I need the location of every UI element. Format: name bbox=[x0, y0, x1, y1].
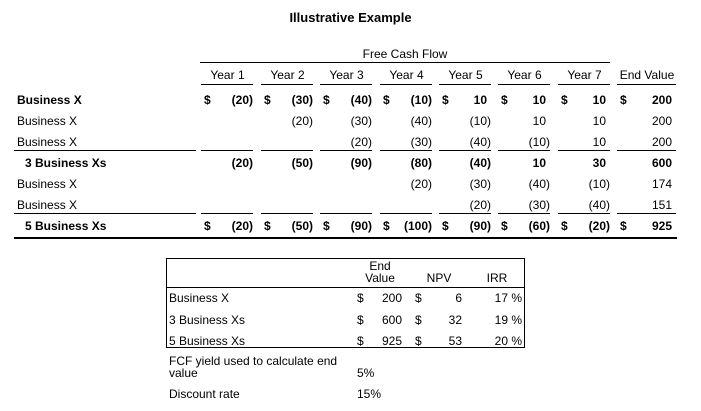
cell-value: 10 bbox=[592, 93, 606, 107]
cell-value: (20) bbox=[291, 114, 313, 128]
cell-value: (40) bbox=[469, 135, 491, 149]
subtotal-rule bbox=[201, 150, 253, 151]
subtotal-rule bbox=[201, 213, 253, 214]
cell-value: (40) bbox=[350, 93, 372, 107]
cell-value: 174 bbox=[651, 177, 672, 191]
summary-npv: 32 bbox=[448, 313, 462, 327]
dollar-sign: $ bbox=[620, 93, 627, 107]
discount-rate-value: 15% bbox=[357, 387, 382, 401]
column-header: End Value bbox=[619, 68, 675, 82]
column-header: Year 7 bbox=[567, 68, 602, 82]
summary-irr: 17 % bbox=[494, 291, 522, 305]
dollar-sign: $ bbox=[501, 219, 508, 233]
dollar-sign: $ bbox=[204, 219, 211, 233]
dollar-sign: $ bbox=[323, 93, 330, 107]
cell-value: (20) bbox=[231, 156, 253, 170]
subtotal-rule bbox=[14, 213, 196, 214]
summary-npv: 53 bbox=[448, 334, 462, 348]
cell-value: 10 bbox=[532, 156, 546, 170]
discount-rate-label: Discount rate bbox=[169, 387, 240, 401]
cell-value: (40) bbox=[528, 177, 550, 191]
cell-value: 10 bbox=[532, 93, 546, 107]
subtotal-rule bbox=[439, 150, 491, 151]
cell-value: (30) bbox=[469, 177, 491, 191]
irr-header: IRR bbox=[486, 271, 508, 285]
summary-irr: 19 % bbox=[494, 313, 522, 327]
subtotal-rule bbox=[617, 213, 676, 214]
cell-value: (50) bbox=[291, 219, 313, 233]
cell-value: 200 bbox=[651, 93, 672, 107]
row-label: Business X bbox=[17, 114, 78, 128]
dollar-sign: $ bbox=[383, 219, 390, 233]
fcf-yield-label: value bbox=[169, 366, 198, 380]
free-cash-flow-header: Free Cash Flow bbox=[362, 47, 448, 61]
summary-end-value: 200 bbox=[381, 291, 402, 305]
subtotal-rule bbox=[439, 213, 491, 214]
column-header-rule bbox=[439, 84, 491, 85]
cell-value: 10 bbox=[532, 114, 546, 128]
end-value-header: Value bbox=[365, 271, 395, 285]
column-header: Year 6 bbox=[507, 68, 542, 82]
subtotal-rule bbox=[261, 150, 313, 151]
dollar-sign: $ bbox=[323, 219, 330, 233]
column-header-rule bbox=[320, 84, 372, 85]
subtotal-rule bbox=[498, 150, 550, 151]
column-header-rule bbox=[498, 84, 550, 85]
summary-row-label: 3 Business Xs bbox=[169, 313, 246, 327]
cell-value: (10) bbox=[469, 114, 491, 128]
dollar-sign: $ bbox=[501, 93, 508, 107]
row-label: 5 Business Xs bbox=[25, 219, 107, 233]
dollar-sign: $ bbox=[415, 291, 422, 305]
dollar-sign: $ bbox=[561, 93, 568, 107]
cell-value: (10) bbox=[528, 135, 550, 149]
cell-value: (80) bbox=[410, 156, 432, 170]
dollar-sign: $ bbox=[264, 219, 271, 233]
cell-value: (90) bbox=[469, 219, 491, 233]
cell-value: (40) bbox=[469, 156, 491, 170]
cell-value: 30 bbox=[592, 156, 606, 170]
column-header-rule bbox=[380, 84, 432, 85]
dollar-sign: $ bbox=[357, 291, 364, 305]
dollar-sign: $ bbox=[620, 219, 627, 233]
cell-value: (20) bbox=[231, 219, 253, 233]
subtotal-rule bbox=[380, 213, 432, 214]
cell-value: 600 bbox=[651, 156, 672, 170]
subtotal-rule bbox=[320, 150, 372, 151]
dollar-sign: $ bbox=[264, 93, 271, 107]
cell-value: (20) bbox=[588, 219, 610, 233]
cell-value: (50) bbox=[291, 156, 313, 170]
row-label: 3 Business Xs bbox=[25, 156, 107, 170]
cell-value: (20) bbox=[231, 93, 253, 107]
cell-value: 925 bbox=[651, 219, 672, 233]
subtotal-rule bbox=[14, 150, 196, 151]
subtotal-rule bbox=[498, 213, 550, 214]
subtotal-rule bbox=[558, 150, 610, 151]
column-header: Year 3 bbox=[329, 68, 364, 82]
page-title: Illustrative Example bbox=[289, 10, 412, 25]
summary-end-value: 600 bbox=[381, 313, 402, 327]
row-label: Business X bbox=[17, 135, 78, 149]
cell-value: (30) bbox=[291, 93, 313, 107]
cell-value: (90) bbox=[350, 156, 372, 170]
subtotal-rule bbox=[617, 150, 676, 151]
dollar-sign: $ bbox=[204, 93, 211, 107]
summary-header-rule bbox=[167, 287, 524, 288]
cell-value: (10) bbox=[588, 177, 610, 191]
row-label: Business X bbox=[17, 93, 82, 107]
cell-value: (30) bbox=[528, 198, 550, 212]
summary-irr: 20 % bbox=[494, 334, 522, 348]
dollar-sign: $ bbox=[357, 313, 364, 327]
cell-value: (90) bbox=[350, 219, 372, 233]
cell-value: (20) bbox=[350, 135, 372, 149]
cell-value: (30) bbox=[350, 114, 372, 128]
summary-end-value: 925 bbox=[381, 334, 402, 348]
fcf-header-rule bbox=[200, 62, 610, 63]
cell-value: 10 bbox=[473, 93, 487, 107]
cell-value: 151 bbox=[651, 198, 672, 212]
row-label: Business X bbox=[17, 177, 78, 191]
cell-value: (40) bbox=[410, 114, 432, 128]
fcf-yield-value: 5% bbox=[357, 366, 375, 380]
cell-value: 10 bbox=[592, 135, 606, 149]
dollar-sign: $ bbox=[415, 334, 422, 348]
dollar-sign: $ bbox=[357, 334, 364, 348]
fcf-yield-label: FCF yield used to calculate end bbox=[169, 354, 338, 368]
cell-value: 200 bbox=[651, 114, 672, 128]
cell-value: 200 bbox=[651, 135, 672, 149]
column-header: Year 4 bbox=[389, 68, 424, 82]
subtotal-rule bbox=[558, 213, 610, 214]
row-label: Business X bbox=[17, 198, 78, 212]
dollar-sign: $ bbox=[383, 93, 390, 107]
summary-row-label: 5 Business Xs bbox=[169, 334, 246, 348]
dollar-sign: $ bbox=[442, 93, 449, 107]
subtotal-rule bbox=[261, 213, 313, 214]
total-double-rule bbox=[14, 237, 677, 239]
cell-value: (10) bbox=[410, 93, 432, 107]
summary-row-label: Business X bbox=[169, 291, 230, 305]
column-header: Year 1 bbox=[210, 68, 245, 82]
column-header: Year 2 bbox=[270, 68, 305, 82]
dollar-sign: $ bbox=[561, 219, 568, 233]
cell-value: (60) bbox=[528, 219, 550, 233]
column-header-rule bbox=[261, 84, 313, 85]
cell-value: (20) bbox=[469, 198, 491, 212]
dollar-sign: $ bbox=[442, 219, 449, 233]
column-header-rule bbox=[617, 84, 676, 85]
column-header-rule bbox=[201, 84, 253, 85]
end-value-header: End bbox=[369, 259, 391, 273]
subtotal-rule bbox=[320, 213, 372, 214]
subtotal-rule bbox=[380, 150, 432, 151]
column-header-rule bbox=[558, 84, 610, 85]
cell-value: (40) bbox=[588, 198, 610, 212]
npv-header: NPV bbox=[426, 271, 452, 285]
cell-value: (30) bbox=[410, 135, 432, 149]
dollar-sign: $ bbox=[415, 313, 422, 327]
cell-value: 10 bbox=[592, 114, 606, 128]
cell-value: (100) bbox=[403, 219, 432, 233]
column-header: Year 5 bbox=[448, 68, 483, 82]
summary-npv: 6 bbox=[455, 291, 462, 305]
cell-value: (20) bbox=[410, 177, 432, 191]
